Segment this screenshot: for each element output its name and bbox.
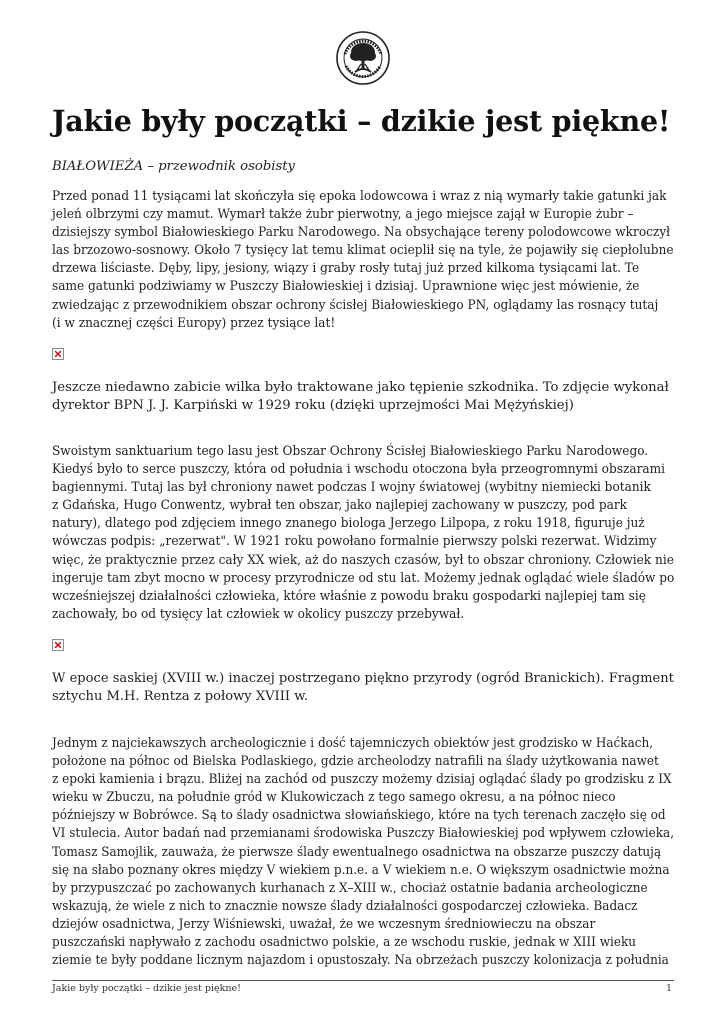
text-line: drzewa liściaste. Dęby, lipy, jesiony, wiązy i graby rosły tutaj już przed kilkoma tysiącami lat. Te bbox=[52, 261, 640, 277]
tree-seal-logo-icon bbox=[335, 30, 391, 86]
text-line: jeleń olbrzymi czy mamut. Wymarł także żubr pierwotny, a jego miejsce zajął w Europie żubr – bbox=[52, 207, 634, 223]
paragraph-sanctuary bbox=[52, 443, 725, 624]
text-line: wcześniejszej działalności człowieka, które właśnie z powodu braku gospodarki najlepiej tam się bbox=[52, 588, 646, 604]
footer-page-number: 1 bbox=[665, 983, 672, 994]
text-line: późniejszy w Bobrówce. Są to ślady osadnictwa słowiańskiego, które na tych terenach zaczęło się od bbox=[52, 808, 666, 824]
text-line: z Gdańska, Hugo Conwentz, wybrał ten obszar, jako najlepiej zachowany w puszczy, pod park bbox=[52, 498, 628, 514]
text-line: ingeruje tam zbyt mocno w procesy przyrodnicze od stu lat. Możemy jednak oglądać wiele śladów po bbox=[52, 570, 675, 586]
text-line: dziejów osadnictwa, Jerzy Wiśniewski, uważał, że we wczesnym średniowieczu na obszar bbox=[52, 916, 596, 932]
document-page bbox=[52, 0, 674, 1024]
text-line: Przed ponad 11 tysiącami lat skończyła się epoka lodowcowa i wraz z nią wymarły takie gatunki jak bbox=[52, 189, 667, 204]
text-line: zwiedzając z przewodnikiem obszar ochrony ścisłej Białowieskiego PN, oglądamy las rosnący tutaj bbox=[52, 297, 659, 313]
image-caption-engraving bbox=[52, 670, 680, 706]
text-line: sztychu M.H. Rentza z połowy XVIII w. bbox=[52, 689, 308, 705]
text-line: natury), dlatego pod zdjęciem innego znanego biologa Jerzego Lilpopa, z roku 1918, figuruje już bbox=[52, 516, 645, 532]
text-line: (i w znacznej części Europy) przez tysiące lat! bbox=[52, 315, 336, 331]
text-line: Jednym z najciekawszych archeologicznie i dość tajemniczych obiektów jest grodzisko w Haćkach, bbox=[52, 736, 654, 751]
page-title: Jakie były początki – dzikie jest piękne! bbox=[52, 104, 671, 138]
text-line: puszczański napływało z zachodu osadnictwo polskie, a ze wschodu ruskie, jednak w XIII wieku bbox=[52, 935, 637, 951]
text-line: z epoki kamienia i brązu. Bliżej na zachód od puszczy możemy dzisiaj oglądać ślady po grodzisku z IX bbox=[52, 772, 672, 788]
text-line: W epoce saskiej (XVIII w.) inaczej postrzegano piękno przyrody (ogród Branickich). Fragment bbox=[52, 671, 674, 686]
text-line: się na słabo poznany okres między V wiekiem p.n.e. a V wiekiem n.e. O większym osadnictwie można bbox=[52, 862, 670, 878]
paragraph-intro bbox=[52, 188, 725, 333]
paragraph-archaeology bbox=[52, 735, 725, 970]
page-subtitle: BIAŁOWIEŻA – przewodnik osobisty bbox=[52, 159, 295, 174]
text-line: ziemie te były poddane licznym najazdom i opustoszały. Na obrzeżach puszczy kolonizacja z południa bbox=[52, 953, 669, 969]
text-line: VI stulecia. Autor badań nad przemianami środowiska Puszczy Białowieskiej pod wpływem człowieka, bbox=[52, 826, 675, 842]
image-caption-wolf bbox=[52, 379, 669, 415]
text-line: Swoistym sanktuarium tego lasu jest Obszar Ochrony Ścisłej Białowieskiego Parku Narodowego. bbox=[52, 444, 649, 459]
text-line: wskazują, że wiele z nich to znacznie nowsze ślady działalności gospodarczej człowieka. Badacz bbox=[52, 898, 638, 914]
text-line: las brzozowo-sosnowy. Około 7 tysięcy lat temu klimat ocieplił się na tyle, że pojawiły się ciepłolubne bbox=[52, 243, 674, 259]
text-line: więc, że praktycznie przez cały XX wiek, aż do naszych czasów, był to obszar chroniony. Człowiek nie bbox=[52, 552, 674, 568]
text-line: bagiennymi. Tutaj las był chroniony nawet podczas I wojny światowej (wybitny niemiecki botanik bbox=[52, 480, 651, 496]
text-line: wówczas podpis: „rezerwat". W 1921 roku powołano formalnie pierwszy polski rezerwat. Widzimy bbox=[52, 534, 657, 550]
text-line: dyrektor BPN J. J. Karpiński w 1929 roku (dzięki uprzejmości Mai Mężyńskiej) bbox=[52, 398, 574, 414]
footer-title: Jakie były początki – dzikie jest piękne! bbox=[52, 983, 241, 994]
text-line: Kiedyś było to serce puszczy, która od południa i wschodu otoczona była przeogromnymi obszarami bbox=[52, 462, 666, 478]
footer-divider bbox=[52, 980, 674, 981]
broken-image-icon bbox=[52, 348, 64, 360]
broken-image-icon bbox=[52, 639, 64, 651]
text-line: by przypuszczać po zachowanych kurhanach z X–XIII w., chociaż ostatnie badania archeologiczne bbox=[52, 880, 648, 896]
text-line: położone na północ od Bielska Podlaskiego, gdzie archeolodzy natrafili na ślady użytkowania nawet bbox=[52, 754, 659, 770]
text-line: Tomasz Samojlik, zauważa, że pierwsze ślady ewentualnego osadnictwa na obszarze puszczy datują bbox=[52, 844, 662, 860]
text-line: dzisiejszy symbol Białowieskiego Parku Narodowego. Na obsychające tereny polodowcowe wkroczył bbox=[52, 225, 671, 241]
text-line: wieku w Zbuczu, na południe gród w Klukowiczach z tego samego okresu, a na północ nieco bbox=[52, 790, 616, 806]
text-line: Jeszcze niedawno zabicie wilka było traktowane jako tępienie szkodnika. To zdjęcie wykonał bbox=[52, 380, 669, 395]
text-line: same gatunki podziwiamy w Puszczy Białowieskiej i dzisiaj. Uprawnione więc jest mówienie, że bbox=[52, 279, 640, 295]
text-line: zachowały, bo od tysięcy lat człowiek w okolicy puszczy przebywał. bbox=[52, 606, 465, 622]
